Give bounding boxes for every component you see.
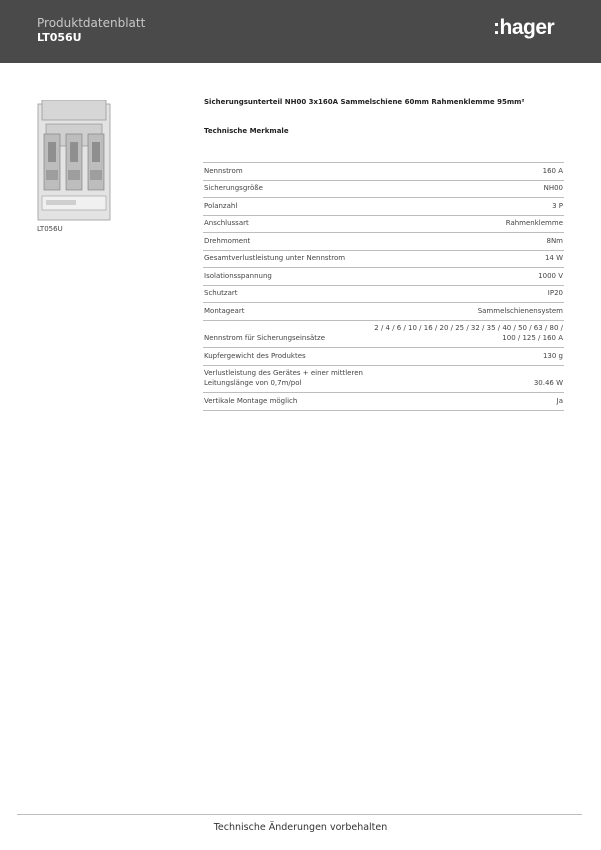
spec-row: [203, 181, 564, 198]
spec-label: Gesamtverlustleistung unter Nennstrom: [204, 254, 346, 262]
spec-label: Schutzart: [204, 289, 238, 297]
spec-row: [203, 163, 564, 181]
spec-row: [203, 366, 564, 393]
spec-row: [203, 216, 564, 233]
spec-row: [203, 348, 564, 366]
header-bar: [0, 0, 601, 63]
spec-label: Nennstrom für Sicherungseinsätze: [204, 334, 326, 342]
footer-divider: [17, 814, 582, 815]
spec-row: [203, 251, 564, 268]
spec-row: [203, 303, 564, 321]
spec-label: Sicherungsgröße: [204, 184, 263, 192]
spec-row: [203, 393, 564, 411]
product-image: [36, 100, 112, 222]
spec-value: Ja: [556, 397, 563, 405]
spec-label: Montageart: [204, 307, 245, 315]
document-product-code: LT056U: [37, 31, 82, 44]
spec-value: 14 W: [544, 254, 563, 262]
spec-row: [203, 286, 564, 303]
spec-value: NH00: [543, 184, 563, 192]
spec-value: 30.46 W: [533, 379, 563, 387]
spec-row: [203, 321, 564, 348]
spec-value: 1000 V: [538, 272, 563, 280]
footer-note: Technische Änderungen vorbehalten: [213, 822, 388, 833]
spec-label: Vertikale Montage möglich: [204, 397, 298, 405]
spec-table: [203, 162, 564, 411]
spec-value: 2 / 4 / 6 / 10 / 16 / 20 / 25 / 32 / 35 / 40 / 50 / 63 / 80 / 100 / 125 / 160 A: [374, 324, 563, 342]
brand-logo: :hager: [493, 16, 555, 39]
spec-label: Verlustleistung des Gerätes + einer mittleren Leitungslänge von 0,7m/pol: [204, 369, 363, 387]
spec-value: 8Nm: [546, 237, 563, 245]
spec-label: Kupfergewicht des Produktes: [204, 352, 306, 360]
document-type: Produktdatenblatt: [37, 16, 146, 30]
spec-label: Nennstrom: [204, 167, 243, 175]
spec-value: 3 P: [552, 202, 563, 210]
spec-label: Polanzahl: [204, 202, 238, 210]
spec-row: [203, 198, 564, 216]
spec-value: IP20: [547, 289, 563, 297]
spec-label: Anschlussart: [204, 219, 249, 227]
product-title: Sicherungsunterteil NH00 3x160A Sammelschiene 60mm Rahmenklemme 95mm²: [204, 98, 525, 106]
spec-value: Rahmenklemme: [505, 219, 563, 227]
section-title: Technische Merkmale: [204, 127, 289, 135]
spec-row: [203, 268, 564, 286]
spec-value: 130 g: [542, 352, 563, 360]
product-image-caption: LT056U: [37, 225, 63, 233]
spec-label: Isolationsspannung: [204, 272, 272, 280]
spec-value: Sammelschienensystem: [477, 307, 563, 315]
spec-label: Drehmoment: [204, 237, 251, 245]
spec-row: [203, 233, 564, 251]
spec-value: 160 A: [542, 167, 563, 175]
